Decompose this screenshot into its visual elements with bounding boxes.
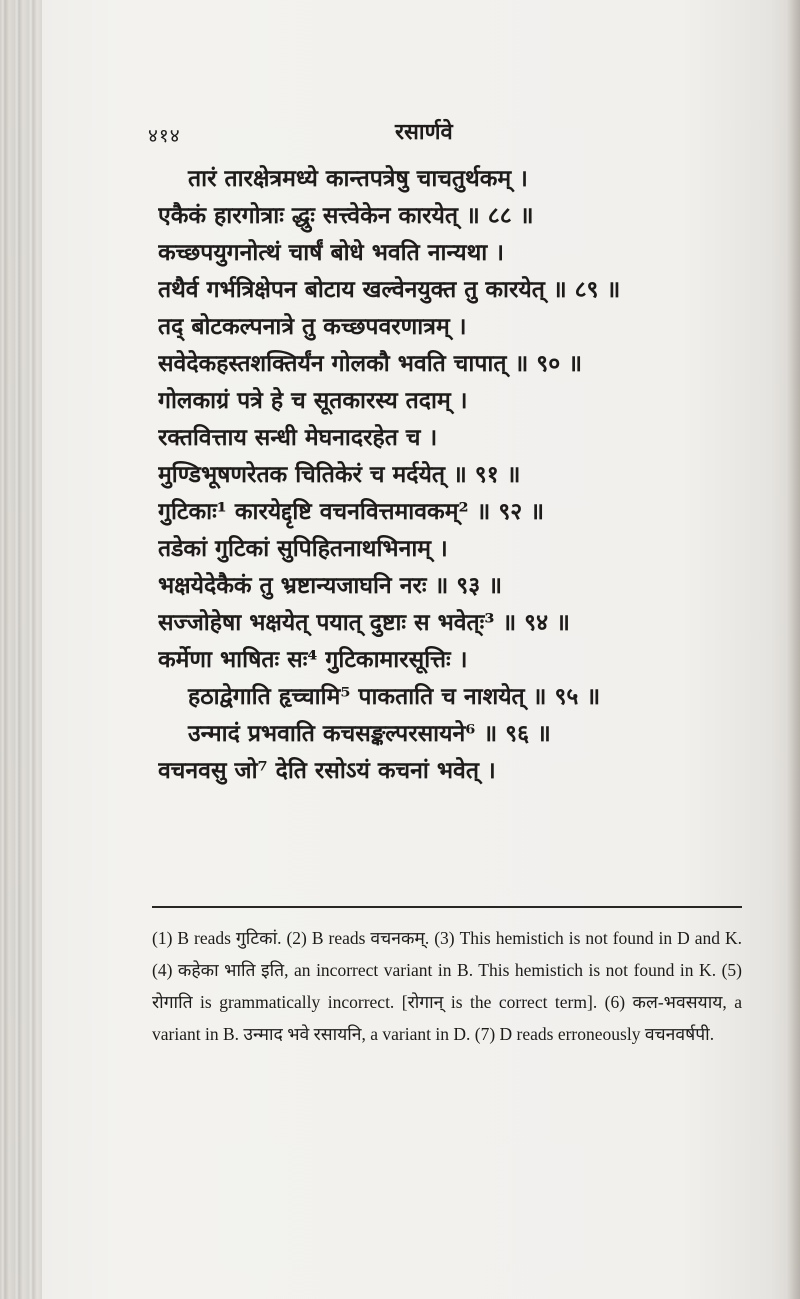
verse-line: रक्तवित्ताय सन्धी मेघनादरहेत च ।	[158, 424, 438, 451]
page-gutter-edge	[0, 0, 42, 1299]
verse-line: कर्मेणा भाषितः सः⁴ गुटिकामारसूत्तिः ।	[158, 646, 468, 673]
footnote-3: (3) This hemistich is not found in D and K.	[434, 928, 742, 948]
footnote-6b: उन्माद भवे रसायनि, a variant in D.	[243, 1024, 475, 1044]
verse-line: वचनवसु जो⁷ देति रसोऽयं कचनां भवेत् ।	[158, 757, 496, 784]
footnote-divider	[152, 906, 742, 908]
footnote-6: (6) कल-भवसयाय, a variant in B.	[152, 992, 742, 1044]
footnote-5: (5) रोगाति is grammatically incorrect. [रोगान् is the correct term].	[152, 960, 742, 1012]
running-title: रसार्णवे	[395, 119, 453, 145]
verse-line: तथैर्व गर्भत्रिक्षेपन बोटाय खल्वेनयुक्त तु कारयेत् ॥ ८९ ॥	[158, 276, 621, 303]
page-number: ४१४	[148, 125, 181, 147]
verse-line: सवेदेकहस्तशक्तिर्यंन गोलकौ भवति चापात् ॥ ९० ॥	[158, 350, 582, 377]
verse-line: गुटिकाः¹ कारयेद्दृष्टि वचनवित्तमावकम्² ॥ ९२ ॥	[158, 498, 545, 525]
footnotes	[152, 922, 742, 1050]
verse-line: गोलकाग्रं पत्रे हे च सूतकारस्य तदाम् ।	[158, 387, 468, 414]
verse-line: हठाद्वेगाति हृच्चामि⁵ पाकताति च नाशयेत् ॥ ९५ ॥	[188, 683, 601, 710]
page-right-edge	[786, 0, 800, 1299]
verse-line: सज्जोहेषा भक्षयेत् पयात् दुष्टाः स भवेत्ः³ ॥ ९४ ॥	[158, 609, 570, 636]
verse-line: तद् बोटकल्पनात्रे तु कच्छपवरणात्रम् ।	[158, 313, 467, 340]
verse-line: कच्छपयुगनोत्थं चार्षं बोधे भवति नान्यथा ।	[158, 239, 504, 266]
verse-line: उन्मादं प्रभवाति कचसङ्कल्परसायने⁶ ॥ ९६ ॥	[188, 720, 551, 747]
verse-line: भक्षयेदेकैकं तु भ्रष्टान्यजाघनि नरः ॥ ९३ ॥	[158, 572, 503, 599]
footnote-1: (1) B reads गुटिकां.	[152, 928, 287, 948]
verse-line: मुण्डिभूषणरेतक चितिकेरं च मर्दयेत् ॥ ९१ ॥	[158, 461, 521, 488]
verse-line: तारं तारक्षेत्रमध्ये कान्तपत्रेषु चाचतुर्थकम् ।	[188, 165, 528, 192]
footnote-7: (7) D reads erroneously वचनवर्षपी.	[474, 1024, 715, 1044]
verse-line: एकैकं हारगोत्राः द्धुः सत्त्वेकेन कारयेत् ॥ ८८ ॥	[158, 202, 534, 229]
verse-block	[158, 160, 718, 789]
footnote-2: (2) B reads वचनकम्.	[286, 928, 435, 948]
footnote-4: (4) कहेका भाति इति, an incorrect variant in B. This hemistich is not found in K.	[152, 960, 722, 980]
verse-line: तडेकां गुटिकां सुपिहितनाथभिनाम् ।	[158, 535, 448, 562]
